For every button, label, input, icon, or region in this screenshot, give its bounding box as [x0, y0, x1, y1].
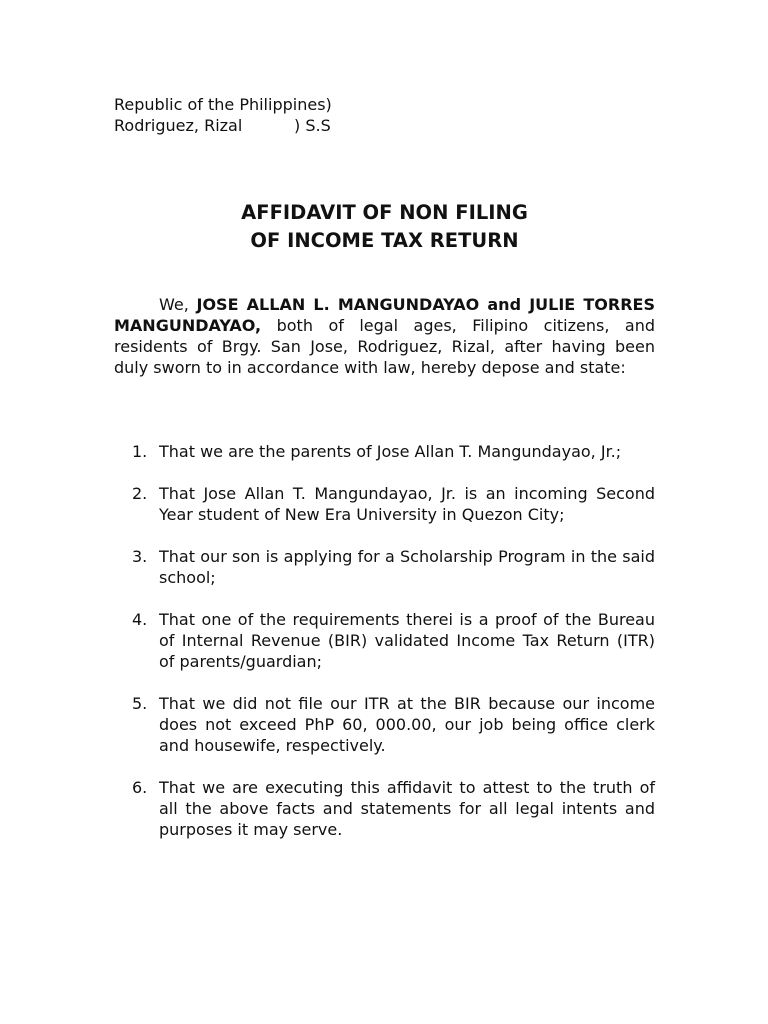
item-text: That one of the requirements therei is a proof of the Bureau of Internal Revenue (BIR) validated Income Tax Return (ITR) of parents/guardian;	[159, 610, 655, 671]
item-text: That we did not file our ITR at the BIR because our income does not exceed PhP 60, 000.00, our job being office clerk and housewife, respectively.	[159, 694, 655, 755]
item-text: That our son is applying for a Scholarship Program in the said school;	[159, 547, 655, 587]
list-item	[114, 693, 655, 756]
list-item	[114, 609, 655, 672]
affiant-names: JOSE ALLAN L. MANGUNDAYAO and JULIE TORRES MANGUNDAYAO,	[114, 295, 655, 335]
venue-country: Republic of the Philippines)	[114, 95, 332, 114]
item-text: That we are the parents of Jose Allan T. Mangundayao, Jr.;	[159, 442, 622, 461]
item-number: 6.	[132, 778, 148, 797]
intro-rest: both of legal ages, Filipino citizens, and residents of Brgy. San Jose, Rodriguez, Rizal, after having been duly sworn to in accordance with law, hereby depose and state:	[114, 316, 655, 377]
item-text: That Jose Allan T. Mangundayao, Jr. is an incoming Second Year student of New Era University in Quezon City;	[159, 484, 655, 524]
venue-block	[114, 94, 514, 136]
title-line-1: AFFIDAVIT OF NON FILING	[241, 201, 528, 224]
venue-place-row	[114, 115, 514, 136]
item-text: That we are executing this affidavit to attest to the truth of all the above facts and statements for all legal intents and purposes it may serve.	[159, 778, 655, 839]
item-number: 4.	[132, 610, 148, 629]
document-title	[114, 199, 655, 255]
item-number: 5.	[132, 694, 148, 713]
venue-ss: ) S.S	[294, 116, 331, 135]
list-item	[114, 546, 655, 588]
list-item	[114, 483, 655, 525]
list-item	[114, 441, 655, 462]
item-number: 1.	[132, 442, 148, 461]
statement-list	[114, 441, 655, 861]
item-number: 3.	[132, 547, 148, 566]
title-line-2: OF INCOME TAX RETURN	[250, 229, 519, 252]
intro-lead: We,	[159, 295, 197, 314]
venue-place: Rodriguez, Rizal	[114, 116, 243, 135]
intro-paragraph	[114, 294, 655, 378]
list-item	[114, 777, 655, 840]
item-number: 2.	[132, 484, 148, 503]
